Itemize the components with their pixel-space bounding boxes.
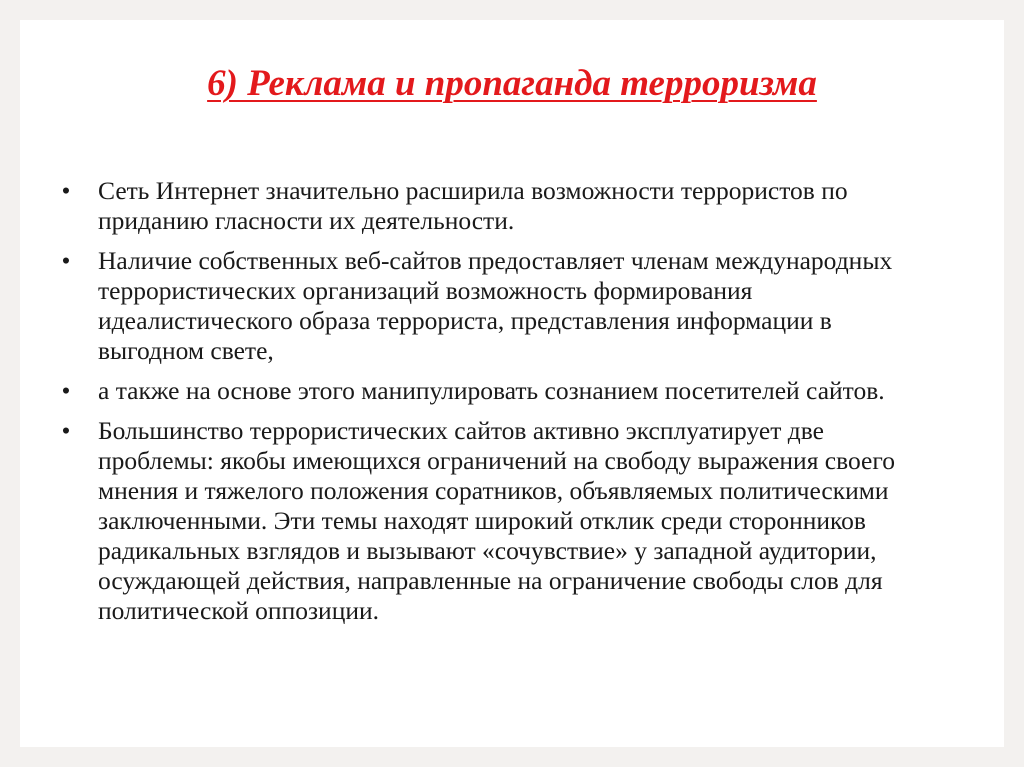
slide-title-text: 6) Реклама и пропаганда терроризма	[207, 63, 817, 104]
list-item	[56, 246, 936, 366]
slide-title	[0, 60, 1024, 108]
list-item	[56, 416, 936, 626]
bullet-marker: •	[61, 416, 71, 445]
bullet-text: Сеть Интернет значительно расширила возможности террористов по приданию гласности их деятельности.	[98, 176, 848, 235]
bullet-marker: •	[61, 176, 71, 205]
bullet-marker: •	[61, 376, 71, 405]
bullet-text: Большинство террористических сайтов активно эксплуатирует две проблемы: якобы имеющихся ограничений на свободу выражения своего мнения и тяжелого положения соратников, объявляемых политическими заключенными. Эти темы находят широкий отклик среди сторонников радикальных взглядов и вызывают «сочувствие» у западной аудитории, осуждающей действия, направленные на ограничение свободы слов для политической оппозиции.	[98, 416, 895, 625]
bullet-list	[56, 176, 936, 636]
list-item	[56, 376, 936, 406]
bullet-text: Наличие собственных веб-сайтов предоставляет членам международных террористических организаций возможность формирования идеалистического образа террориста, представления информации в выгодном свете,	[98, 246, 893, 365]
bullet-marker: •	[61, 246, 71, 275]
bullet-text: а также на основе этого манипулировать сознанием посетителей сайтов.	[98, 376, 885, 405]
list-item	[56, 176, 936, 236]
